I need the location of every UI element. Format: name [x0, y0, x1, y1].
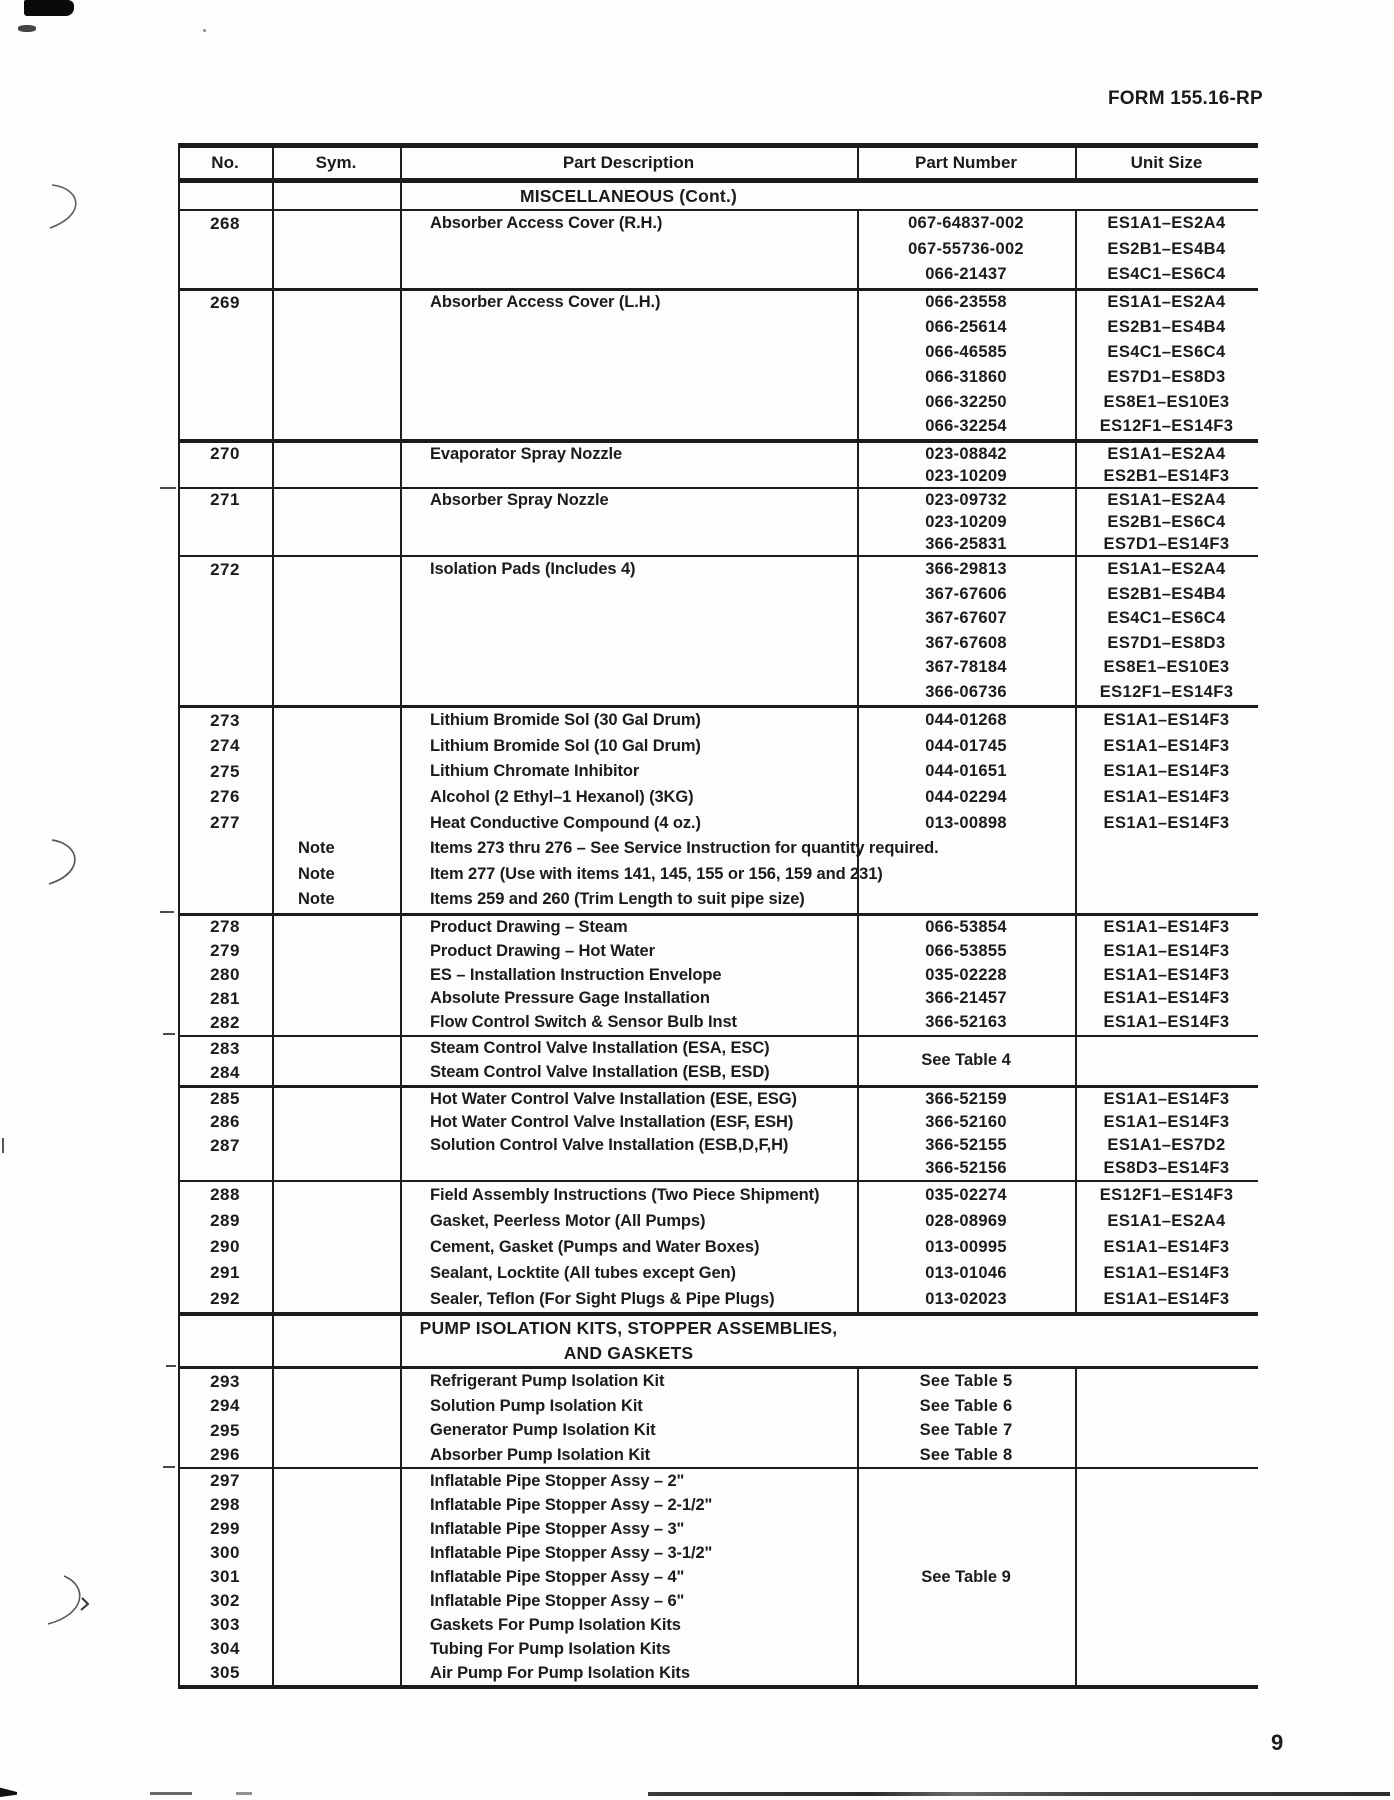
cell-unit: ES7D1–ES8D3	[1107, 367, 1226, 386]
section-title-row	[178, 1341, 1258, 1366]
cell-desc: Evaporator Spray Nozzle	[430, 444, 623, 463]
cell-desc: Absorber Access Cover (R.H.)	[430, 214, 663, 233]
cell-unit: ES1A1–ES14F3	[1103, 736, 1230, 755]
cell-sym: Note	[298, 890, 335, 909]
column-header-part-number: Part Number	[914, 153, 1018, 172]
cell-desc: ES – Installation Instruction Envelope	[430, 965, 722, 984]
cell-desc: Absorber Spray Nozzle	[430, 490, 609, 509]
cell-part: 044-02294	[925, 787, 1007, 806]
cell-no: 272	[210, 559, 240, 579]
item-group	[178, 291, 1258, 444]
table-row	[178, 1661, 1258, 1685]
cell-unit: ES1A1–ES2A4	[1107, 560, 1226, 579]
cell-no: 301	[210, 1567, 240, 1587]
cell-unit: ES1A1–ES2A4	[1107, 1211, 1226, 1230]
table-row	[178, 1260, 1258, 1286]
table-row	[178, 708, 1258, 734]
cell-part: 044-01651	[925, 762, 1007, 781]
section-title-row	[178, 183, 1258, 209]
cell-no: 290	[210, 1237, 240, 1257]
section-header-group	[178, 1316, 1258, 1369]
cell-unit: ES1A1–ES14F3	[1103, 941, 1230, 960]
table-row	[178, 1517, 1258, 1541]
cell-desc: Alcohol (2 Ethyl–1 Hexanol) (3KG)	[430, 787, 694, 806]
scan-artifact-edge-tick	[2, 1138, 4, 1153]
cell-sym: Note	[298, 839, 335, 858]
cell-desc: Flow Control Switch & Sensor Bulb Inst	[430, 1013, 737, 1032]
cell-unit: ES1A1–ES14F3	[1103, 1013, 1230, 1032]
cell-desc: Sealant, Locktite (All tubes except Gen)	[430, 1263, 736, 1282]
cell-desc: Inflatable Pipe Stopper Assy – 3-1/2"	[430, 1543, 713, 1562]
cell-desc: Heat Conductive Compound (4 oz.)	[430, 813, 701, 832]
cell-no: 271	[210, 490, 240, 510]
cell-unit: ES7D1–ES8D3	[1107, 633, 1226, 652]
column-header-sym: Sym.	[315, 153, 357, 172]
item-group	[178, 1037, 1258, 1088]
cell-part: See Table 8	[919, 1445, 1013, 1464]
cell-desc: Isolation Pads (Includes 4)	[430, 560, 636, 579]
section-title: MISCELLANEOUS (Cont.)	[519, 185, 738, 206]
table-row	[178, 533, 1258, 555]
table-row	[178, 987, 1258, 1011]
cell-no: 299	[210, 1519, 240, 1539]
cell-part: 044-01745	[925, 736, 1007, 755]
cell-unit: ES1A1–ES14F3	[1103, 965, 1230, 984]
cell-part: See Table 7	[919, 1421, 1013, 1440]
cell-part: 366-21457	[925, 989, 1007, 1008]
cell-no: 295	[210, 1420, 240, 1440]
cell-part: 066-21437	[925, 265, 1007, 284]
cell-desc: Hot Water Control Valve Installation (ESF, ESH)	[430, 1112, 794, 1131]
cell-no: 292	[210, 1289, 240, 1309]
cell-unit: ES1A1–ES2A4	[1107, 214, 1226, 233]
cell-part-span: See Table 4	[921, 1051, 1011, 1070]
table-row	[178, 1369, 1258, 1394]
cell-no: 297	[210, 1471, 240, 1491]
cell-part: 066-32254	[925, 417, 1007, 436]
cell-desc: Solution Control Valve Installation (ESB,D,F,H)	[430, 1136, 789, 1155]
cell-no: 277	[210, 813, 240, 833]
scan-artifact-dot	[203, 29, 206, 32]
cell-desc: Absorber Access Cover (L.H.)	[430, 293, 661, 312]
cell-no: 298	[210, 1495, 240, 1515]
cell-part: 023-10209	[925, 466, 1007, 485]
cell-part: 066-32250	[925, 392, 1007, 411]
cell-no: 288	[210, 1185, 240, 1205]
scan-artifact-pen-arc	[38, 832, 90, 892]
cell-unit: ES1A1–ES14F3	[1103, 1289, 1230, 1308]
cell-part: 367-67606	[925, 584, 1007, 603]
cell-part: 366-52159	[925, 1089, 1007, 1108]
cell-no: 280	[210, 965, 240, 985]
cell-part: See Table 6	[919, 1396, 1013, 1415]
table-row	[178, 887, 1258, 913]
cell-desc: Inflatable Pipe Stopper Assy – 6"	[430, 1591, 685, 1610]
table-row	[178, 1134, 1258, 1157]
table-row	[178, 489, 1258, 511]
cell-desc: Item 277 (Use with items 141, 145, 155 or 156, 159 and 231)	[430, 864, 883, 883]
cell-unit: ES2B1–ES4B4	[1107, 239, 1226, 258]
table-header-row	[178, 148, 1258, 178]
item-group	[178, 1369, 1258, 1469]
cell-desc: Hot Water Control Valve Installation (ESE, ESG)	[430, 1089, 797, 1108]
cell-part: 366-06736	[925, 683, 1007, 702]
cell-part: See Table 5	[919, 1372, 1013, 1391]
cell-unit: ES1A1–ES14F3	[1103, 787, 1230, 806]
cell-desc: Air Pump For Pump Isolation Kits	[430, 1663, 690, 1682]
cell-part-span: See Table 9	[921, 1567, 1011, 1586]
table-row	[178, 1208, 1258, 1234]
cell-no: 303	[210, 1615, 240, 1635]
cell-part: 013-02023	[925, 1289, 1007, 1308]
cell-part: 066-25614	[925, 318, 1007, 337]
table-row	[178, 606, 1258, 631]
cell-unit: ES8E1–ES10E3	[1103, 392, 1230, 411]
section-header-group	[178, 183, 1258, 211]
cell-unit: ES2B1–ES4B4	[1107, 584, 1226, 603]
cell-desc: Inflatable Pipe Stopper Assy – 2"	[430, 1471, 685, 1490]
cell-no: 281	[210, 988, 240, 1008]
cell-desc: Generator Pump Isolation Kit	[430, 1421, 656, 1440]
cell-part: 367-67607	[925, 609, 1007, 628]
cell-desc: Product Drawing – Steam	[430, 917, 628, 936]
cell-part: 066-31860	[925, 367, 1007, 386]
cell-part: 028-08969	[925, 1211, 1007, 1230]
table-row	[178, 1565, 1258, 1589]
scan-artifact-rule-overshoot	[160, 487, 176, 489]
page-number: 9	[1271, 1730, 1284, 1755]
cell-part: 066-53855	[925, 941, 1007, 960]
table-body	[178, 183, 1258, 1689]
cell-desc: Absorber Pump Isolation Kit	[430, 1445, 651, 1464]
cell-no: 291	[210, 1263, 240, 1283]
cell-desc: Inflatable Pipe Stopper Assy – 3"	[430, 1519, 685, 1538]
table-row	[178, 582, 1258, 607]
table-row	[178, 1541, 1258, 1565]
table-row	[178, 1443, 1258, 1468]
scan-artifact-bottom-line	[648, 1792, 1390, 1796]
table-row	[178, 1234, 1258, 1260]
cell-unit: ES1A1–ES14F3	[1103, 1263, 1230, 1282]
cell-unit: ES8D3–ES14F3	[1103, 1159, 1230, 1178]
table-row	[178, 1011, 1258, 1035]
cell-no: 286	[210, 1112, 240, 1132]
table-row	[178, 1613, 1258, 1637]
cell-part: 023-10209	[925, 512, 1007, 531]
scan-artifact-speck	[18, 25, 36, 32]
table-row	[178, 1286, 1258, 1312]
cell-no: 302	[210, 1591, 240, 1611]
table-grid-line	[400, 148, 402, 178]
scan-artifact-bottom-line	[236, 1792, 252, 1795]
table-row	[178, 656, 1258, 681]
item-group	[178, 1182, 1258, 1316]
table-row	[178, 1418, 1258, 1443]
scan-artifact-pen-arc	[40, 176, 92, 236]
cell-part: 366-29813	[925, 560, 1007, 579]
cell-no: 304	[210, 1639, 240, 1659]
cell-part: 013-00995	[925, 1237, 1007, 1256]
cell-desc: Refrigerant Pump Isolation Kit	[430, 1372, 665, 1391]
table-row	[178, 390, 1258, 415]
cell-desc: Sealer, Teflon (For Sight Plugs & Pipe Plugs)	[430, 1289, 775, 1308]
cell-unit: ES7D1–ES14F3	[1103, 534, 1230, 553]
cell-part: 067-64837-002	[908, 214, 1024, 233]
table-row	[178, 1589, 1258, 1613]
table-row	[178, 733, 1258, 759]
cell-desc: Lithium Chromate Inhibitor	[430, 762, 640, 781]
cell-desc: Items 259 and 260 (Trim Length to suit pipe size)	[430, 890, 805, 909]
table-row	[178, 1493, 1258, 1517]
item-group	[178, 1088, 1258, 1183]
scan-artifact-rule-overshoot	[166, 1365, 176, 1367]
scan-artifact-corner-blob	[24, 0, 74, 16]
table-row	[178, 291, 1258, 316]
cell-desc: Items 273 thru 276 – See Service Instruction for quantity required.	[430, 839, 939, 858]
cell-no: 273	[210, 710, 240, 730]
table-row	[178, 759, 1258, 785]
table-row	[178, 810, 1258, 836]
cell-desc: Gaskets For Pump Isolation Kits	[430, 1615, 681, 1634]
table-row	[178, 465, 1258, 487]
table-row	[178, 836, 1258, 862]
scan-artifact-rule-overshoot	[160, 911, 174, 913]
cell-no: 270	[210, 444, 240, 464]
cell-no: 274	[210, 736, 240, 756]
cell-part: 066-46585	[925, 342, 1007, 361]
cell-part: 366-52156	[925, 1159, 1007, 1178]
scan-artifact-rule-overshoot	[163, 1466, 175, 1468]
section-title: AND GASKETS	[563, 1343, 694, 1364]
item-group	[178, 489, 1258, 557]
cell-no: 283	[210, 1038, 240, 1058]
table-row	[178, 963, 1258, 987]
cell-part: 035-02274	[925, 1185, 1007, 1204]
table-row	[178, 1088, 1258, 1111]
cell-unit: ES1A1–ES14F3	[1103, 989, 1230, 1008]
table-row	[178, 340, 1258, 365]
cell-unit: ES1A1–ES2A4	[1107, 293, 1226, 312]
cell-desc: Cement, Gasket (Pumps and Water Boxes)	[430, 1237, 760, 1256]
cell-part: 366-52160	[925, 1112, 1007, 1131]
cell-unit: ES1A1–ES14F3	[1103, 813, 1230, 832]
item-group	[178, 443, 1258, 489]
item-group	[178, 708, 1258, 916]
cell-no: 287	[210, 1135, 240, 1155]
cell-part: 023-08842	[925, 444, 1007, 463]
cell-unit: ES2B1–ES4B4	[1107, 318, 1226, 337]
cell-desc: Lithium Bromide Sol (10 Gal Drum)	[430, 736, 701, 755]
cell-unit: ES1A1–ES14F3	[1103, 762, 1230, 781]
cell-unit: ES2B1–ES6C4	[1107, 512, 1226, 531]
cell-no: 279	[210, 941, 240, 961]
cell-part: 366-52155	[925, 1136, 1007, 1155]
cell-desc: Steam Control Valve Installation (ESA, ESC)	[430, 1039, 770, 1058]
table-row	[178, 443, 1258, 465]
cell-unit: ES4C1–ES6C4	[1107, 265, 1226, 284]
cell-desc: Solution Pump Isolation Kit	[430, 1396, 643, 1415]
cell-no: 276	[210, 787, 240, 807]
cell-part: 035-02228	[925, 965, 1007, 984]
cell-no: 278	[210, 917, 240, 937]
item-group	[178, 1469, 1258, 1689]
cell-unit: ES1A1–ES14F3	[1103, 1089, 1230, 1108]
cell-no: 282	[210, 1012, 240, 1032]
table-row	[178, 680, 1258, 705]
parts-table	[178, 143, 1258, 1689]
table-row	[178, 1157, 1258, 1180]
cell-unit: ES1A1–ES14F3	[1103, 1112, 1230, 1131]
table-row	[178, 315, 1258, 340]
cell-unit: ES4C1–ES6C4	[1107, 609, 1226, 628]
cell-unit: ES8E1–ES10E3	[1103, 658, 1230, 677]
cell-no: 284	[210, 1062, 240, 1082]
cell-part: 013-00898	[925, 813, 1007, 832]
cell-unit: ES2B1–ES14F3	[1103, 466, 1230, 485]
cell-part: 023-09732	[925, 490, 1007, 509]
table-row	[178, 785, 1258, 811]
cell-unit: ES12F1–ES14F3	[1099, 683, 1234, 702]
cell-no: 275	[210, 761, 240, 781]
cell-part: 366-52163	[925, 1013, 1007, 1032]
table-row	[178, 511, 1258, 533]
cell-no: 305	[210, 1663, 240, 1683]
form-number: FORM 155.16-RP	[1108, 88, 1263, 109]
table-row	[178, 1469, 1258, 1493]
cell-unit: ES12F1–ES14F3	[1099, 1185, 1234, 1204]
cell-desc: Inflatable Pipe Stopper Assy – 2-1/2"	[430, 1495, 713, 1514]
cell-no: 293	[210, 1371, 240, 1391]
cell-unit: ES1A1–ES7D2	[1107, 1136, 1226, 1155]
cell-unit: ES1A1–ES14F3	[1103, 917, 1230, 936]
cell-no: 294	[210, 1396, 240, 1416]
table-row	[178, 916, 1258, 940]
scan-artifact-bottom-line	[150, 1792, 192, 1795]
section-title-row	[178, 1316, 1258, 1341]
cell-unit: ES1A1–ES14F3	[1103, 1237, 1230, 1256]
cell-desc: Lithium Bromide Sol (30 Gal Drum)	[430, 711, 701, 730]
cell-no: 268	[210, 213, 240, 233]
table-row	[178, 557, 1258, 582]
table-row	[178, 1037, 1258, 1061]
cell-no: 300	[210, 1543, 240, 1563]
item-group	[178, 916, 1258, 1037]
cell-part: 066-53854	[925, 917, 1007, 936]
table-row	[178, 237, 1258, 263]
cell-desc: Product Drawing – Hot Water	[430, 941, 655, 960]
cell-unit: ES4C1–ES6C4	[1107, 342, 1226, 361]
table-row	[178, 1061, 1258, 1085]
scan-artifact-pen-arc	[38, 1570, 96, 1636]
cell-part: 066-23558	[925, 293, 1007, 312]
table-grid-line	[857, 148, 859, 178]
cell-no: 289	[210, 1211, 240, 1231]
cell-desc: Field Assembly Instructions (Two Piece Shipment)	[430, 1185, 820, 1204]
table-row	[178, 631, 1258, 656]
cell-unit: ES1A1–ES2A4	[1107, 490, 1226, 509]
table-row	[178, 1394, 1258, 1419]
table-row	[178, 939, 1258, 963]
cell-part: 044-01268	[925, 711, 1007, 730]
cell-no: 285	[210, 1089, 240, 1109]
cell-desc: Tubing For Pump Isolation Kits	[430, 1639, 671, 1658]
cell-no: 269	[210, 292, 240, 312]
cell-sym: Note	[298, 864, 335, 883]
cell-part: 366-25831	[925, 534, 1007, 553]
item-group	[178, 211, 1258, 291]
table-row	[178, 1637, 1258, 1661]
section-title: PUMP ISOLATION KITS, STOPPER ASSEMBLIES,	[419, 1318, 838, 1339]
column-header-no: No.	[211, 153, 239, 172]
cell-unit: ES1A1–ES2A4	[1107, 444, 1226, 463]
table-row	[178, 1182, 1258, 1208]
table-row	[178, 1111, 1258, 1134]
cell-part: 067-55736-002	[908, 239, 1024, 258]
cell-part: 367-67608	[925, 633, 1007, 652]
column-header-part-description: Part Description	[562, 153, 695, 172]
table-grid-line	[1075, 148, 1077, 178]
cell-desc: Absolute Pressure Gage Installation	[430, 989, 710, 1008]
cell-desc: Steam Control Valve Installation (ESB, ESD)	[430, 1063, 770, 1082]
table-row	[178, 262, 1258, 288]
table-grid-line	[178, 148, 180, 178]
table-row	[178, 414, 1258, 439]
cell-no: 296	[210, 1445, 240, 1465]
column-header-unit-size: Unit Size	[1130, 153, 1203, 172]
cell-part: 367-78184	[925, 658, 1007, 677]
cell-part: 013-01046	[925, 1263, 1007, 1282]
cell-unit: ES12F1–ES14F3	[1099, 417, 1234, 436]
cell-desc: Gasket, Peerless Motor (All Pumps)	[430, 1211, 706, 1230]
table-row	[178, 365, 1258, 390]
scan-artifact-rule-overshoot	[163, 1033, 175, 1035]
table-row	[178, 861, 1258, 887]
table-row	[178, 211, 1258, 237]
cell-unit: ES1A1–ES14F3	[1103, 711, 1230, 730]
item-group	[178, 557, 1258, 708]
table-grid-line	[272, 148, 274, 178]
cell-desc: Inflatable Pipe Stopper Assy – 4"	[430, 1567, 685, 1586]
scan-artifact-bottom-mark	[0, 1786, 17, 1797]
